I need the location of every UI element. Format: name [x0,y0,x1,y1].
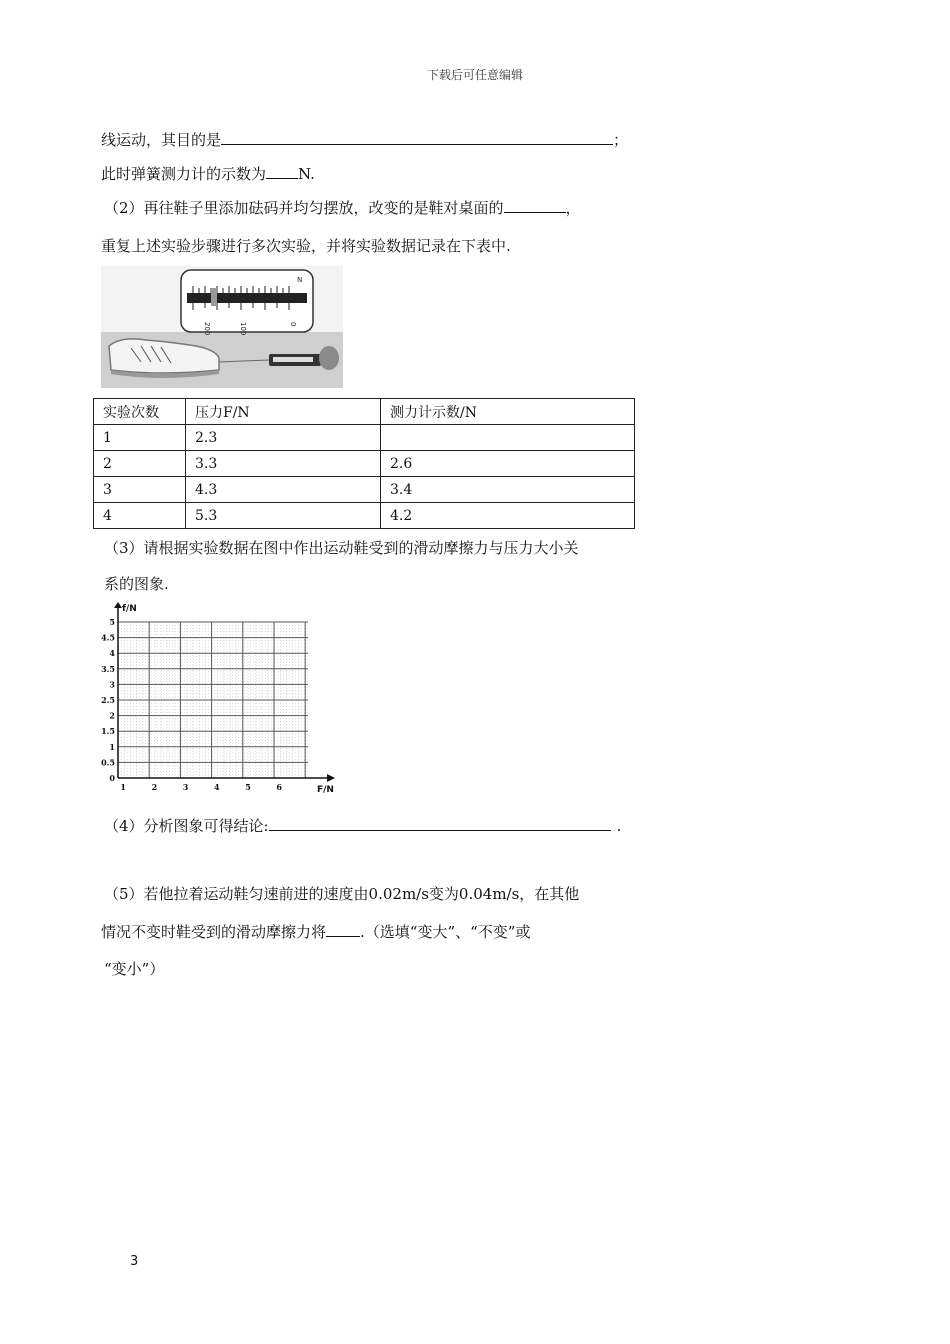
table-cell: 2.6 [381,451,635,477]
data-table [93,398,635,529]
shoe-spring-scale-illustration [101,266,343,388]
table-cell: 4.2 [381,503,635,529]
q3-line1: （3）请根据实验数据在图中作出运动鞋受到的滑动摩擦力与压力大小关 [104,539,579,557]
x-tick-label: 2 [151,782,158,792]
q5-line1: （5）若他拉着运动鞋匀速前进的速度由0.02m/s变为0.04m/s，在其他 [104,885,580,903]
q1-line1-text: 线运动，其目的是 [101,131,222,149]
page-number: 3 [130,1254,139,1269]
answer-blank-reading[interactable] [266,164,298,179]
y-axis-label: f/N [122,604,137,614]
table-header-row [94,399,635,425]
table-cell: 3 [94,477,186,503]
answer-graph[interactable] [95,602,340,798]
table-cell-empty-answer[interactable] [381,425,635,451]
y-tick-label: 3 [109,679,115,690]
experiment-photo [101,266,343,388]
y-tick-label: 0 [109,773,115,783]
x-axis-arrow [327,774,335,782]
q1-line2-text: 此时弹簧测力计的示数为 [101,165,267,183]
table-cell: 3.3 [186,451,381,477]
scale-label-0: 0 [289,322,297,327]
table-cell: 2.3 [186,425,381,451]
scale-label-200: 200 [203,322,211,336]
q1-line2-unit: N. [298,165,315,183]
table-cell: 5.3 [186,503,381,529]
table-row [94,425,635,451]
answer-blank-purpose[interactable] [221,130,613,145]
y-tick-label: 1.5 [101,726,115,737]
y-tick-label: 4 [109,648,115,659]
q1-line1-suffix: ； [613,131,629,149]
y-tick-label: 1 [109,741,115,752]
x-tick-label: 1 [120,782,126,792]
q5-line2-text: 情况不变时鞋受到的滑动摩擦力将 [101,923,327,941]
table-cell: 4.3 [186,477,381,503]
y-tick-label: 2.5 [101,695,115,705]
table-row [94,477,635,503]
q5-line3: “变小”） [104,960,165,978]
table-cell: 2 [94,451,186,477]
x-tick-label: 3 [182,782,189,792]
q1-line2 [101,164,315,184]
table-header-cell: 实验次数 [94,399,186,425]
q4-text: （4）分析图象可得结论: [104,817,269,835]
q2-line1 [104,198,581,218]
table-cell: 3.4 [381,477,635,503]
y-axis-arrow [114,602,122,608]
y-tick-label: 5 [109,617,115,627]
graph-grid[interactable] [95,602,340,798]
q2-line1-suffix: ， [565,199,581,217]
q1-line1 [101,130,628,150]
x-tick-label: 4 [214,782,220,792]
answer-blank-changed[interactable] [504,198,566,213]
table-row [94,451,635,477]
x-axis-label: F/N [317,785,334,795]
answer-blank-conclusion[interactable] [269,816,611,831]
q4-suffix: . [616,817,622,835]
table-header-cell: 测力计示数/N [381,399,635,425]
x-tick-label: 5 [245,782,251,792]
table-cell: 1 [94,425,186,451]
y-tick-label: 0.5 [101,757,115,768]
q2-line1-text: （2）再往鞋子里添加砝码并均匀摆放，改变的是鞋对桌面的 [104,199,504,217]
table-row [94,503,635,529]
q5-line2-suffix: .（选填“变大”、“不变”或 [360,923,531,941]
page-header: 下载后可任意编辑 [426,68,523,82]
q3-line2: 系的图象. [104,575,169,593]
q4-line [104,816,621,836]
q2-line2: 重复上述实验步骤进行多次实验，并将实验数据记录在下表中. [101,237,511,255]
scale-unit: N [297,276,303,284]
y-tick-label: 2 [109,710,115,721]
y-tick-label: 4.5 [101,632,115,643]
table-cell: 4 [94,503,186,529]
answer-blank-friction-change[interactable] [326,922,360,937]
scale-label-100: 100 [239,322,247,336]
table-header-cell: 压力F/N [186,399,381,425]
q5-line2 [101,922,530,942]
y-tick-label: 3.5 [101,663,115,674]
x-tick-label: 6 [276,782,282,792]
